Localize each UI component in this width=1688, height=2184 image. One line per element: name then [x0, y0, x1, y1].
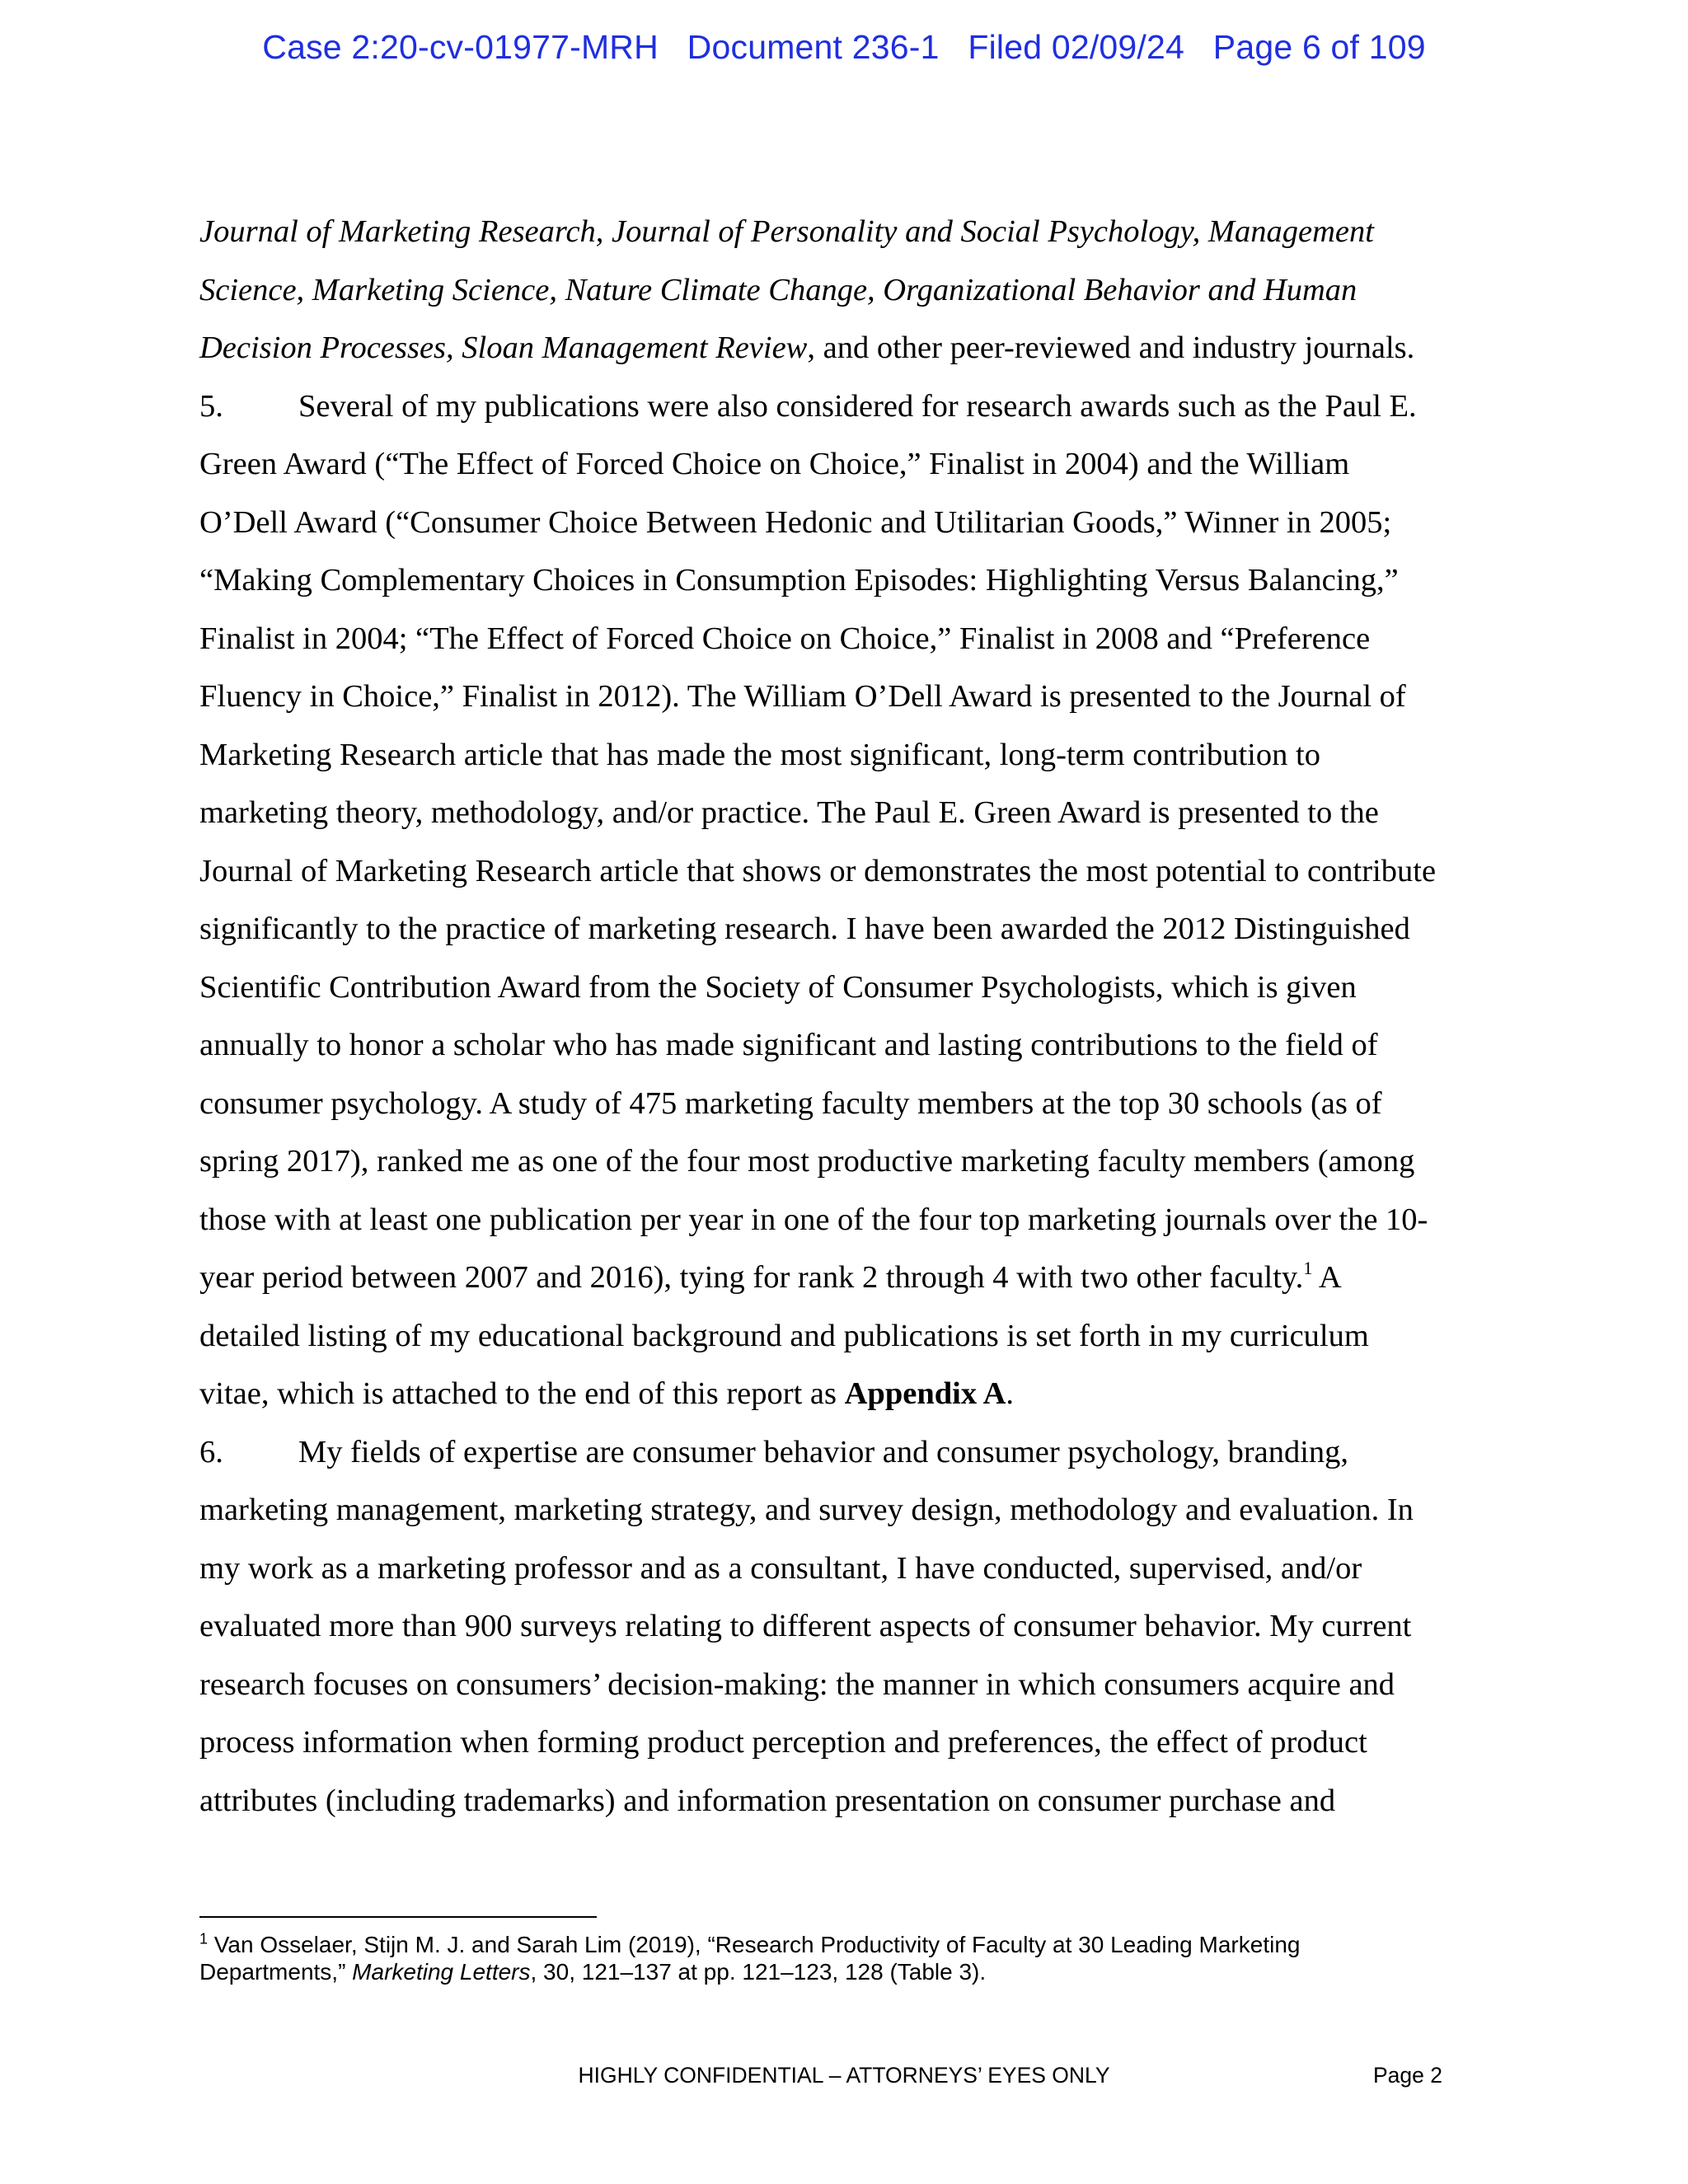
body-line	[199, 1772, 1498, 1830]
body-line	[199, 900, 1498, 958]
body-line	[199, 1423, 1498, 1482]
body-line	[199, 1597, 1498, 1656]
body-line	[199, 1713, 1498, 1772]
body-line	[199, 1249, 1498, 1307]
text-run: attributes (including trademarks) and information presentation on consumer purchase and	[199, 1783, 1336, 1818]
page-number: Page 2	[1373, 2063, 1442, 2088]
body-line	[199, 1075, 1498, 1133]
text-run: .	[1006, 1376, 1015, 1411]
text-run: Finalist in 2004; “The Effect of Forced Choice on Choice,” Finalist in 2008 and “Preference	[199, 621, 1371, 656]
text-run: annually to honor a scholar who has made significant and lasting contributions to the field of	[199, 1028, 1378, 1062]
footnote-journal-title: Marketing Letters	[352, 1959, 531, 1985]
body-line	[199, 1481, 1498, 1540]
text-run: consumer psychology. A study of 475 marketing faculty members at the top 30 schools (as of	[199, 1085, 1382, 1121]
footnote-text-2b: , 30, 121–137 at pp. 121–123, 128 (Table 3).	[530, 1959, 987, 1985]
text-run: detailed listing of my educational background and publications is set forth in my curriculum	[199, 1318, 1369, 1353]
body-line	[199, 1307, 1498, 1366]
footnote-text-1: Van Osselaer, Stijn M. J. and Sarah Lim (2019), “Research Productivity of Faculty at 30 Leading Marketing	[208, 1932, 1301, 1957]
footnote-line-1	[199, 1931, 1498, 1958]
text-run: year period between 2007 and 2016), tying for rank 2 through 4 with two other faculty.	[199, 1260, 1304, 1295]
text-run: , and other peer-reviewed and industry journals.	[807, 330, 1415, 365]
text-run: marketing management, marketing strategy, and survey design, methodology and evaluation. In	[199, 1493, 1414, 1527]
body-line	[199, 261, 1498, 320]
italic-text: Science, Marketing Science, Nature Climate Change, Organizational Behavior and Human	[199, 272, 1357, 307]
text-run: vitae, which is attached to the end of this report as	[199, 1376, 845, 1411]
text-run: Fluency in Choice,” Finalist in 2012). The William O’Dell Award is presented to the Journal of	[199, 679, 1406, 714]
footnote	[199, 1931, 1498, 1985]
body-line	[199, 203, 1498, 261]
text-run: significantly to the practice of marketing research. I have been awarded the 2012 Distinguished	[199, 912, 1410, 946]
italic-text: Decision Processes, Sloan Management Review	[199, 330, 808, 365]
body-line	[199, 610, 1498, 668]
body-line	[199, 1191, 1498, 1249]
footnote-divider	[199, 1916, 597, 1918]
text-run: my work as a marketing professor and as a consultant, I have conducted, supervised, and/or	[199, 1550, 1362, 1586]
bold-text: Appendix A	[844, 1376, 1006, 1411]
case-header-stamp: Case 2:20-cv-01977-MRH Document 236-1 Filed 02/09/24 Page 6 of 109	[262, 28, 1426, 66]
text-run: Green Award (“The Effect of Forced Choice on Choice,” Finalist in 2004) and the William	[199, 447, 1350, 481]
paragraph-number: 5.	[199, 388, 223, 424]
footnote-marker: 1	[199, 1930, 209, 1947]
confidentiality-footer: HIGHLY CONFIDENTIAL – ATTORNEYS’ EYES ONLY	[578, 2063, 1110, 2088]
body-line	[199, 784, 1498, 842]
text-run: Marketing Research article that has made the most significant, long-term contribution to	[199, 737, 1320, 772]
text-run: Journal of Marketing Research article that shows or demonstrates the most potential to contribute	[199, 853, 1437, 888]
body-line	[199, 1540, 1498, 1598]
footnote-reference: 1	[1303, 1258, 1313, 1279]
text-run: spring 2017), ranked me as one of the four most productive marketing faculty members (among	[199, 1144, 1415, 1179]
body-line	[199, 435, 1498, 494]
body-line	[199, 1016, 1498, 1075]
text-run: A	[1312, 1260, 1342, 1295]
footnote-line-2	[199, 1958, 1498, 1985]
body-line	[199, 319, 1498, 377]
body-line	[199, 1365, 1498, 1423]
text-run: “Making Complementary Choices in Consumption Episodes: Highlighting Versus Balancing,”	[199, 563, 1399, 598]
body-line	[199, 494, 1498, 552]
body-line	[199, 842, 1498, 901]
body-line	[199, 1656, 1498, 1714]
text-run: Scientific Contribution Award from the Society of Consumer Psychologists, which is given	[199, 969, 1357, 1005]
body-line	[199, 1132, 1498, 1191]
text-run: O’Dell Award (“Consumer Choice Between Hedonic and Utilitarian Goods,” Winner in 2005;	[199, 504, 1392, 540]
text-run: marketing theory, methodology, and/or practice. The Paul E. Green Award is presented to the	[199, 795, 1379, 830]
body-line	[199, 726, 1498, 785]
body-line	[199, 551, 1498, 610]
text-run: process information when forming product perception and preferences, the effect of product	[199, 1725, 1367, 1760]
report-body	[199, 203, 1498, 1830]
text-run: those with at least one publication per year in one of the four top marketing journals over the 10-	[199, 1202, 1428, 1237]
body-line	[199, 668, 1498, 726]
footnote-text-2a: Departments,”	[199, 1959, 353, 1985]
body-line	[199, 377, 1498, 436]
body-line	[199, 958, 1498, 1017]
text-run: Several of my publications were also considered for research awards such as the Paul E.	[298, 388, 1417, 424]
italic-text: Journal of Marketing Research, Journal of Personality and Social Psychology, Management	[199, 214, 1374, 249]
text-run: My fields of expertise are consumer behavior and consumer psychology, branding,	[298, 1434, 1349, 1469]
text-run: research focuses on consumers’ decision-making: the manner in which consumers acquire and	[199, 1666, 1395, 1702]
text-run: evaluated more than 900 surveys relating to different aspects of consumer behavior. My current	[199, 1609, 1412, 1643]
paragraph-number: 6.	[199, 1434, 223, 1469]
